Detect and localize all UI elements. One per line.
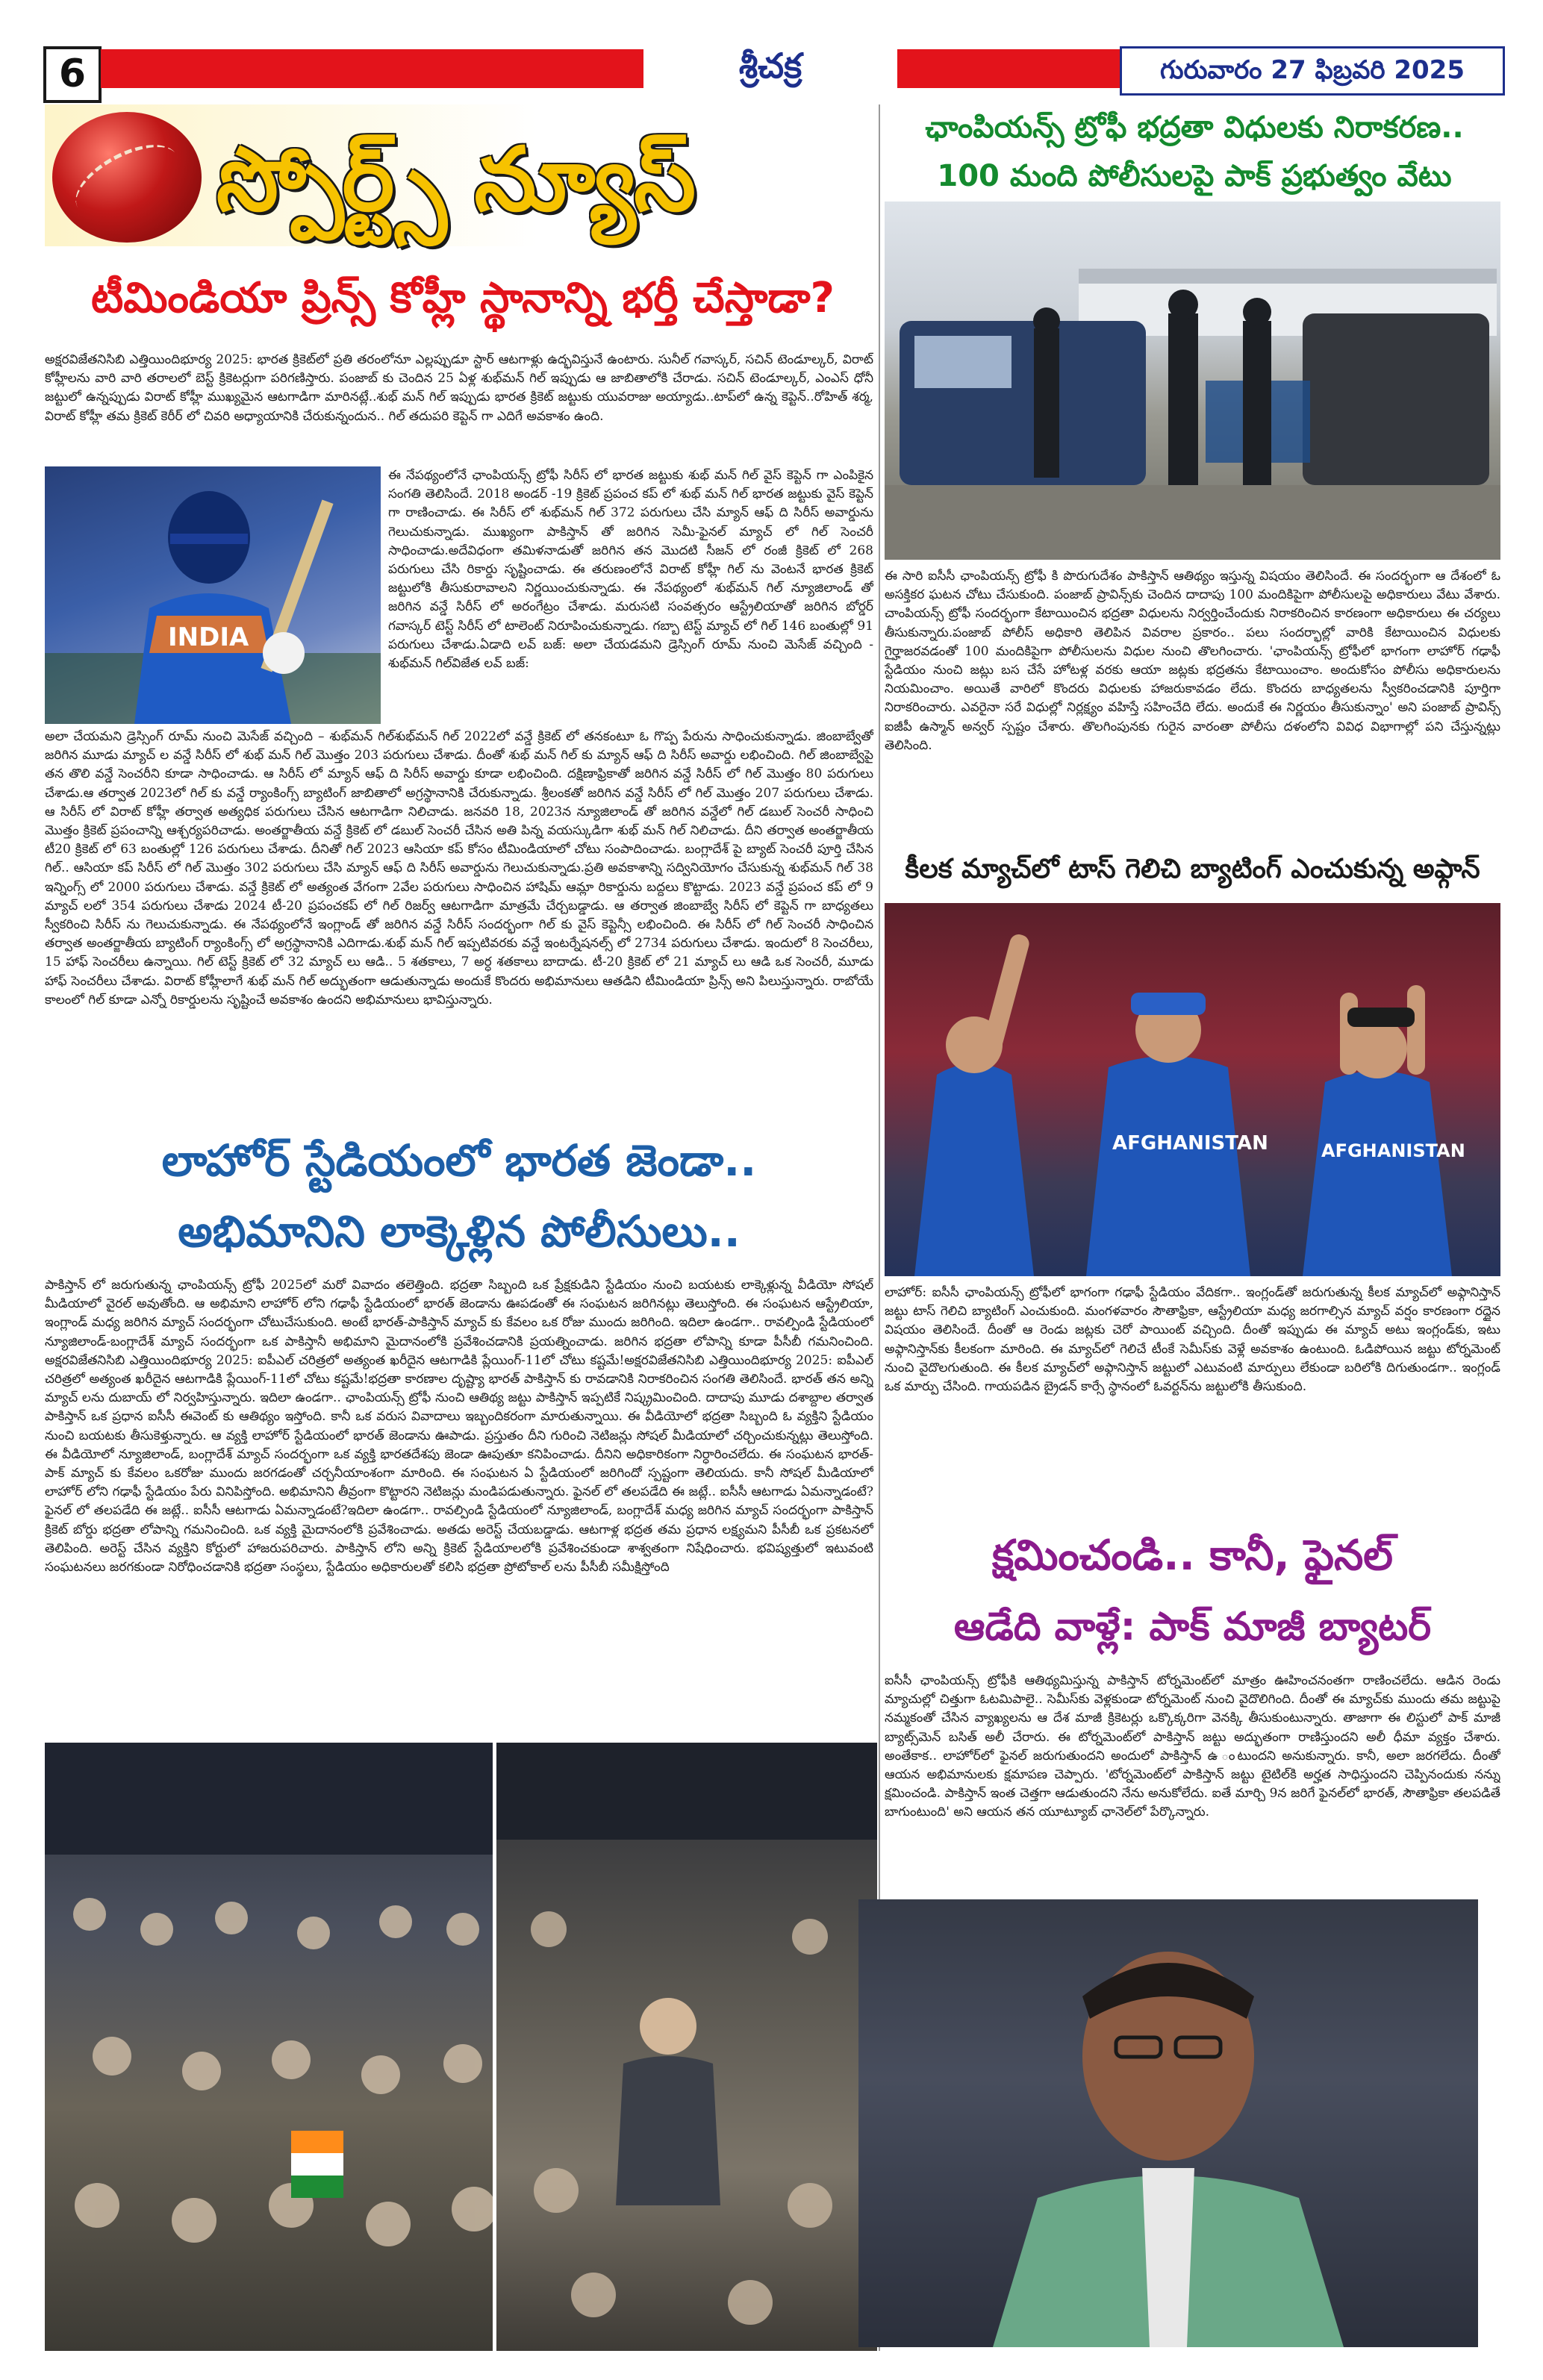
stadium-crowd-photo-left [45,1743,493,2351]
lahore-body: పాకిస్తాన్ లో జరుగుతున్న ఛాంపియన్స్ ట్రోఫీ 2025లో మరో వివాదం తలెత్తింది. భద్రతా సిబ్బంది ఒక ప్రేక్షకుడిని స్టేడియం నుంచి బయటకు లాక్కెళ్లున్న వీడియో సోషల్ మీడియాలో వైరల్ అవుతోంది. ఆ అభిమాని లాహోర్ లోని గఢాఫీ స్టేడియంలో భారత్ జెండాను ఊపడంతో ఈ సంఘటన జరిగినట్లు తెలుస్తోంది. ఈ సంఘటన ఆస్ట్రేలియా, ఇంగ్లాండ్ మధ్య జరిగిన మ్యాచ్ సందర్భంగా చోటుచేసుకుంది. అంటే భారత్-పాకిస్తాన్ మ్యాచ్ కు కేవలం ఒక రోజు ముందు జరిగింది. ఇదిలా ఉండగా.. రావల్పిండి స్టేడియంలో న్యూజిలాండ్-బంగ్లాదేశ్ మ్యాచ్ సందర్భంగా ఒక పాకిస్తానీ అభిమాని మైదానంలోకి ప్రవేశించడానికి ప్రయత్నించాడు. జరిగిన భద్రతా లోపాన్ని కూడా పీసీబీ గమనించింది. అక్షరవిజేతనిసిబి ఎత్తియిందిభూర్య 2025: ఐపీఎల్ చరిత్రలో అత్యంత ఖరీదైన ఆటగాడికి ప్లేయింగ్-11లో చోటు కష్టమే!అక్షరవిజేతనిసిబి ఎత్తియిందిభూర్య 2025: ఐపీఎల్ చరిత్రలో అత్యంత ఖరీదైన ఆటగాడికి ప్లేయింగ్-11లో చోటు కష్టమే!భద్రతా కారణాల దృష్ట్యా భారత్ పాకిస్తాన్ కు రావడానికి నిరాకరించిన సంగతి తెలిసిందే. భారత్ తన అన్ని మ్యాచ్ లను దుబాయ్ లో నిర్వహిస్తున్నారు. ఇదిలా ఉండగా.. ఛాంపియన్స్ ట్రోఫీ నుంచి ఆతిథ్య జట్టు పాకిస్తాన్ ఇప్పటికే నిష్క్రమించింది. దాదాపు మూడు దశాబ్దాల తర్వాత పాకిస్తాన్ ఒక ప్రధాన ఐసీసీ ఈవెంట్ కు ఆతిథ్యం ఇస్తోంది. కానీ ఒక వరుస వివాదాలు ఇబ్బందికరంగా మారుతున్నాయి. ఈ వీడియోలో భద్రతా సిబ్బంది ఓ వ్యక్తిని స్టేడియం నుంచి బయటకు తీసుకెళ్తున్నారు. ఆ వ్యక్తి లాహోర్ స్టేడియంలో భారత్ జెండాను ఊపాడు. ప్రస్తుతం దీని గురించి నెటిజన్లు సోషల్ మీడియాలో చర్చించుకున్నట్లు తెలుస్తోంది. ఈ వీడియోలో న్యూజిలాండ్, బంగ్లాదేశ్ మ్యాచ్ సందర్భంగా ఒక వ్యక్తి భారతదేశపు జెండా ఊపుతూ కనిపించాడు. దీనిని అధికారికంగా నిర్ధారించలేదు. ఈ సంఘటన భారత్-పాక్ మ్యాచ్ కు కేవలం ఒకరోజు ముందు జరగడంతో చర్చనీయాంశంగా మారింది. ఈ సంఘటన ఏ స్టేడియంలో జరిగిందో స్పష్టంగా తెలియదు. కానీ సోషల్ మీడియాలో లాహోర్ లోని గఢాఫీ స్టేడియం పేరు వినిపిస్తోంది. అభిమానిని తీవ్రంగా కొట్టారని నెటిజన్లు మండిపడుతున్నారు. ఫైనల్ లో తలపడేది ఈ జట్లే.. ఐసీసీ ఆటగాడు ఏమన్నాడంటే? ఫైనల్ లో తలపడేది ఈ జట్లే.. ఐసీసీ ఆటగాడు ఏమన్నాడంటే?ఇదిలా ఉండగా.. రావల్పిండి స్టేడియంలో న్యూజిలాండ్, బంగ్లాదేశ్ మధ్య జరిగిన మ్యాచ్ సందర్భంగా పాకిస్తాన్ క్రికెట్ బోర్డు భద్రతా లోపాన్ని గమనించింది. ఒక వ్యక్తి మైదానంలోకి ప్రవేశించాడు. అతడు అరెస్ట్ చేయబడ్డాడు. ఆటగాళ్ల భద్రత తమ ప్రధాన లక్ష్యమని పీసీబీ ఒక ప్రకటనలో తెలిపింది. అరెస్ట్ చేసిన వ్యక్తిని కోర్టులో హాజరుపరిచారు. పాకిస్తాన్ లోని అన్ని క్రికెట్ స్టేడియాలలోకి ప్రవేశించకుండా శాశ్వతంగా నిషేధించారు. భవిష్యత్తులో ఇటువంటి సంఘటనలు జరగకుండా నిరోధించడానికి భద్రతా సంస్థలు, స్టేడియం అధికారులతో కలిసి భద్రతా ప్రోటోకాల్ లను పీసీబీ సమీక్షిస్తోంది [45,1278,873,1575]
final-body: ఐసీసీ ఛాంపియన్స్ ట్రోఫీకి ఆతిథ్యమిస్తున్న పాకిస్తాన్ టోర్నమెంట్‌లో మాత్రం ఊహించనంతగా రాణించలేదు. ఆడిన రెండు మ్యాచుల్లో చిత్తుగా ఓటమిపాలై.. సెమీస్‌కు వెళ్లకుండా టోర్నమెంట్ నుంచి వైదొలిగింది. దీంతో ఈ మ్యాచ్‌కు ముందు తమ జట్టుపై నమ్మకంతో చేసిన వ్యాఖ్యలను ఆ దేశ మాజీ క్రికెటర్లు ఒక్కొక్కరిగా వెనక్కి తీసుకుంటున్నారు. తాజాగా ఈ లిస్టులో పాక్ మాజీ బ్యాట్స్‌మెన్ బసిత్ అలీ చేరారు. ఈ టోర్నమెంట్‌లో పాకిస్తాన్ జట్టు అద్భుతంగా రాణిస్తుందని అలీ ధీమా వ్యక్తం చేశారు. అంతేకాక.. లాహోర్‌లో ఫైనల్ జరుగుతుందని అందులో పాకిస్తాన్ ఉ ంటుందని అనుకున్నారు. కానీ, అలా జరగలేదు. దీంతో ఆయన అభిమానులకు క్షమాపణ చెప్పారు. 'టోర్నమెంట్‌లో పాకిస్తాన్ జట్టు టైటిల్‌కి అర్హత సాధిస్తుందని చెప్పినందుకు నన్ను క్షమించండి. పాకిస్తాన్ ఇంత చెత్తగా ఆడుతుందని నేను అనుకోలేదు. ఐతే మార్చి 9న జరిగే ఫైనల్‌లో భారత్, సౌతాఫ్రికా తలపడితే బాగుంటుంది' అని ఆయన తన యూట్యూబ్ ఛానెల్‌లో పేర్కొన్నారు. [885,1673,1500,1820]
police-fan-icon [496,1743,877,2351]
sports-banner-title: స్పోర్ట్స్ న్యూస్ [216,128,695,231]
kohli-body-wrap: ఈ నేపథ్యంలోనే ఛాంపియన్స్ ట్రోఫీ సిరీస్ లో భారత జట్టుకు శుభ్ మన్ గిల్ వైస్ కెప్టెన్ గా ఎంపికైన సంగతి తెలిసిందే. 2018 అండర్ -19 క్రికెట్ ప్రపంచ కప్ లో శుభ్ మన్ గిల్ భారత జట్టుకు వైస్ కెప్టెన్ గా రాణించాడు. ఈ సిరీస్ లో శుభ్‌మన్ గిల్ 372 పరుగులు చేసి మ్యాన్ ఆఫ్ ది సిరీస్ అవార్డును గెలుచుకున్నాడు. ముఖ్యంగా పాకిస్తాన్ తో జరిగిన సెమీ-ఫైనల్ మ్యాచ్ లో గిల్ సెంచరీ సాధించాడు.అదేవిధంగా తమిళనాడుతో జరిగిన తన మొదటి సీజన్ లో రంజీ క్రికెట్ లో 268 పరుగులు చేసి రికార్డు సృష్టించాడు. ఈ తరుణంలోనే విరాట్ కోహ్లీ గిల్ ను వెంటనే భారత క్రికెట్ జట్టులోకి తీసుకురావాలని నిర్ణయించుకున్నాడు. ఈ నేపథ్యంలో శుభ్‌మన్ గిల్ న్యూజిలాండ్ తో జరిగిన వన్డే సిరీస్ లో అరంగేట్రం చేశాడు. మరుసటి సంవత్సరం ఆస్ట్రేలియాతో జరిగిన బోర్డర్ గవాస్కర్ టెస్ట్ సిరీస్ లో టాలెంట్ నిరూపించుకున్నాడు. గబ్బా టెస్ట్ మ్యాచ్ లో గిల్ 146 బంతుల్లో 91 పరుగులు చేశాడు.ఏడాది లవ్ బజ్: అలా చేయడమని డ్రెస్సింగ్ రూమ్ నుంచి మెసేజ్ వచ్చింది - శుభ్‌మన్ గిల్‌విజేత లవ్ బజ్: [388,468,873,672]
page-number: 6 [43,46,102,103]
gill-photo [45,466,381,724]
masthead-logo-text: శ్రీచక్ర [738,46,802,86]
final-headline-line2: ఆడేది వాళ్లే: పాక్ మాజీ బ్యాటర్ [953,1605,1432,1649]
stadium-crowd-photo-right [496,1743,877,2351]
afghan-players-photo [885,903,1500,1276]
batsman-figure-icon [45,466,381,724]
jersey-text-2: AFGHANISTAN [1321,1140,1465,1161]
kohli-body-top: అక్షరవిజేతనిసిబి ఎత్తియిందిభూర్య 2025: భారత క్రికెట్‌లో ప్రతి తరంలోనూ ఎల్లప్పుడూ స్టార్ ఆటగాళ్లు ఉద్భవిస్తునే ఉంటారు. సునీల్ గవాస్కర్, సచిన్ టెండూల్కర్, విరాట్ కోహ్లీలను వారి వారి తరాలలో బెస్ట్ క్రికెటర్లుగా పరిగణిస్తారు. పంజాబ్ కు చెందిన 25 ఏళ్ల శుభ్‌మన్ గిల్ ఇప్పుడు ఆ జాబితాలోకి చేరాడు. సచిన్ టెండూల్కర్, ఎంఎస్ ధోనీ జట్టులో ఉన్నప్పుడు విరాట్ కోహ్లీ ముఖ్యమైన ఆటగాడిగా మారినట్లే..శుభ్ మన్ గిల్ ఇప్పుడు భారత క్రికెట్ జట్టుకు యువరాజు అయ్యాడు..టాప్‌లో ఉన్న కెప్టెన్..రోహిత్ శర్మ, విరాట్ కోహ్లీ తమ క్రికెట్ కెరీర్ లో చివరి అధ్యాయానికి చేరుకున్నందున.. గిల్ తదుపరి కెప్టెన్ గా ఎదిగే అవకాశం ఉంది. [45,352,873,424]
security-headline-line1: ఛాంపియన్స్ ట్రోఫీ భద్రతా విధులకు నిరాకరణ.. [925,110,1464,145]
afghan-headline: కీలక మ్యాచ్‌లో టాస్ గెలిచి బ్యాటింగ్ ఎంచుకున్న అఫ్గాన్ [905,854,1480,884]
kohli-body-bottom: అలా చేయమని డ్రెస్సింగ్ రూమ్ నుంచి మెసేజ్ వచ్చింది – శుభ్‌మన్ గిల్‌శుభ్‌మన్ గిల్ 2022లో వన్డే క్రికెట్ లో తనకంటూ ఓ గొప్ప పేరును సాధించుకున్నాడు. జింబాబ్వేతో జరిగిన మూడు మ్యాచ్ ల వన్డే సిరీస్ లో శుభ్ మన్ గిల్ మొత్తం 203 పరుగులు చేశాడు. దీంతో శుభ్ మన్ గిల్ కు మ్యాన్ ఆఫ్ ది సిరీస్ అవార్డు లభించింది. గిల్ జింబాబ్వేపై తన తొలి వన్డే సెంచరీని కూడా సాధించాడు. ఆ సిరీస్ లో మ్యాన్ ఆఫ్ ది సిరీస్ అవార్డు కూడా లభించింది. దక్షిణాఫ్రికాతో జరిగిన వన్డే సిరీస్ లో గిల్ మొత్తం 80 పరుగులు చేశాడు.ఆ తర్వాత 2023లో గిల్ కు వన్డే ర్యాంకింగ్స్ బ్యాటింగ్ జాబితాలో అగ్రస్థానానికి చేరుకున్నాడు. శ్రీలంకతో జరిగిన వన్డే సిరీస్ లో గిల్ మొత్తం 207 పరుగులు చేశాడు. ఆ సిరీస్ లో విరాట్ కోహ్లీ తర్వాత అత్యధిక పరుగులు చేసిన ఆటగాడిగా నిలిచాడు. జనవరి 18, 2023న న్యూజిలాండ్ తో జరిగిన వన్డేలో గిల్ డబుల్ సెంచరీ సాధించి మొత్తం క్రికెట్ ప్రపంచాన్ని ఆశ్చర్యపరిచాడు. అంతర్జాతీయ వన్డే క్రికెట్ లో డబుల్ సెంచరీ చేసిన అతి పిన్న వయస్కుడిగా శుభ్ మన్ గిల్ నిలిచాడు. దీని తర్వాత అంతర్జాతీయ టీ20 క్రికెట్ లో 63 బంతుల్లో 126 పరుగులు చేశాడు. దీనితో గిల్ 2023 ఆసియా కప్ కోసం టీమిండియాలో చోటు సంపాదించాడు. బంగ్లాదేశ్ పై బ్యాట్ సెంచరీ పూర్తి చేసిన గిల్.. ఆసియా కప్ సిరీస్ లో గిల్ మొత్తం 302 పరుగులు చేసి మ్యాన్ ఆఫ్ ది సిరీస్ అవార్డును గెలుచుకున్నాడు.ప్రతి అవకాశాన్ని సద్వినియోగం చేసుకున్న శుభ్‌మన్ గిల్ 38 ఇన్నింగ్స్ లో 2000 పరుగులు చేశాడు. వన్డే క్రికెట్ లో అత్యంత వేగంగా 2వేల పరుగులు సాధించిన హాషిమ్ ఆమ్లా రికార్డును బద్దలు కొట్టాడు. 2023 వన్డే ప్రపంచ కప్ లో 9 మ్యాచ్ లలో 354 పరుగులు చేశాడు 2024 టీ-20 ప్రపంచకప్ లో గిల్ రిజర్వ్ ఆటగాడిగా మాత్రమే చేర్చబడ్డాడు. ఆ తర్వాత జింబాబ్వే సిరీస్ లో కెప్టెన్ గా బాధ్యతలు స్వీకరించి సిరీస్ ను గెలుచుకున్నాడు. ఈ నేపథ్యంలోనే ఇంగ్లాండ్ తో జరిగిన వన్డే సిరీస్ సందర్భంగా గిల్ కు వైస్ కెప్టెన్సీ లభించింది. ఈ సిరీస్ లో గిల్ సెంచరీ సాధించిన తర్వాత అంతర్జాతీయ బ్యాటింగ్ ర్యాంకింగ్స్ లో అగ్రస్థానానికి ఎదిగాడు.శుభ్ మన్ గిల్ ఇప్పటివరకు వన్డే ఇంటర్నేషనల్స్ లో 2734 పరుగులు చేశాడు. ఇందులో 8 సెంచరీలు, 15 హాఫ్ సెంచరీలు ఉన్నాయి. గిల్ టెస్ట్ క్రికెట్ లో 32 మ్యాచ్ లు ఆడి.. 5 శతకాలు, 7 అర్ధ శతకాలు బాదాడు. టీ-20 క్రికెట్ లో 21 మ్యాచ్ లు ఆడి ఒక సెంచరీ, మూడు హాఫ్ సెంచరీలు చేశాడు. విరాట్ కోహ్లీలాగే శుభ్ మన్ గిల్ అద్భుతంగా ఆడుతున్నాడు అందుకే కొందరు అభిమానులు ఆతడిని టీమిండియా ప్రిన్స్ అని పిలుస్తున్నారు. రాబోయే కాలంలో గిల్ కూడా ఎన్నో రికార్డులను సృష్టించే అవకాశం ఉందని అభిమానులు భావిస్తున్నారు. [45,729,873,1008]
lahore-headline-line2: అభిమానిని లాక్కెళ్లిన పోలీసులు.. [178,1206,741,1257]
commentator-portrait-icon [858,1899,1478,2347]
final-headline-line1: క్షమించండి.. కానీ, ఫైనల్ [991,1531,1394,1580]
police-vehicles-icon [885,202,1500,560]
celebrating-players-icon [885,903,1500,1276]
basit-ali-photo [858,1899,1478,2347]
security-body: ఈ సారి ఐసీసీ ఛాంపియన్స్ ట్రోఫీ కి పొరుగుదేశం పాకిస్తాన్ ఆతిథ్యం ఇస్తున్న విషయం తెలిసిందే. ఈ సందర్భంగా ఆ దేశంలో ఓ అసక్తికర ఘటన చోటు చేసుకుంది. పంజాబ్ ప్రావిన్స్‌కు చెందిన దాదాపు 100 మందికిపైగా పోలీసులపై అధికారులు వేటు వేశారు. చాంపియన్స్ ట్రోఫీ సందర్భంగా కేటాయించిన భద్రతా విధులను నిర్వర్తించేందుకు నిరాకరించిన కారణంగా అధికారులు ఈ చర్యలు తీసుకున్నారు.పంజాబ్ పోలీస్ అధికారి తెలిపిన వివరాల ప్రకారం.. పలు సందర్భాల్లో వారికి కేటాయించిన విధులకు గైర్హాజరవడంతో 100 మందికిపైగా పోలీసులను విధుల నుంచి తొలగించారు. 'ఛాంపియన్స్ ట్రోఫీలో భాగంగా లాహోర్ గఢాఫీ స్టేడియం నుంచి జట్లు బస చేసే హోటళ్ల వరకు ఆయా జట్లకు భద్రతను కేటాయించాం. అందుకోసం పోలీసు అధికారులను నియమించాం. అయితే వారిలో కొందరు విధులకు హాజరుకావడం లేదు. కొందరు బాధ్యతలను స్వీకరించడానికి పూర్తిగా నిరాకరించారు. ఎవరైనా సరే విధుల్లో నిర్లక్ష్యం వహిస్తే సహించేది లేదు. అందుకే ఈ నిర్ణయం తీసుకున్నాం' అని పంజాబ్ ప్రావిన్స్ ఐజీపీ ఉస్మాన్ అన్వర్ స్పష్టం చేశారు. తొలగింపునకు గురైన వారంతా పోలీసు దళంలోని వివిధ విభాగాల్లో పని చేస్తున్నట్లు తెలిసింది. [885,569,1500,753]
svg-text:INDIA: INDIA [168,622,249,652]
issue-date: గురువారం 27 ఫిబ్రవరి 2025 [1120,46,1505,96]
masthead-logo [643,43,897,94]
jersey-text-1: AFGHANISTAN [1112,1132,1268,1155]
police-photo [885,202,1500,560]
lahore-headline-line1: లాహోర్ స్టేడియంలో భారత జెండా.. [161,1135,757,1186]
kohli-headline: టీమిండియా ప్రిన్స్ కోహ్లీ స్థానాన్ని భర్తీ చేస్తాడా? [91,274,835,322]
afghan-body: లాహోర్: ఐసీసీ ఛాంపియన్స్ ట్రోఫీలో భాగంగా గఢాఫీ స్టేడియం వేదికగా.. ఇంగ్లండ్‌తో జరుగుతున్న కీలక మ్యాచ్‌లో అఫ్గానిస్తాన్ జట్టు టాస్ గెలిచి బ్యాటింగ్ ఎంచుకుంది. మంగళవారం సౌతాఫ్రికా, ఆస్ట్రేలియా మధ్య జరగాల్సిన మ్యాచ్ వర్షం కారణంగా రద్దైన విషయం తెలిసిందే. దీంతో ఆ రెండు జట్లకు చెరో పాయింట్ వచ్చింది. దీంతో ఇప్పుడు ఈ మ్యాచ్ అటు ఇంగ్లండ్‌కు, ఇటు అఫ్గానిస్తాన్‌కు కీలకంగా మారింది. ఈ మ్యాచ్‌లో గెలిచే టీంకే సెమీస్‌కు వెళ్లే అవకాశం ఉంటుంది. ఓడిపోయిన జట్టు టోర్నమెంట్ నుంచి వైదొలగుతుంది. ఈ కీలక మ్యాచ్‌లో అఫ్గానిస్తాన్ జట్టులో ఎటువంటి మార్పులు లేకుండా బరిలోకి దిగుతుండగా.. ఇంగ్లండ్ ఒక మార్పు చేసింది. గాయపడిన బ్రైడన్ కార్సే స్థానంలో ఓవర్టన్‌ను జట్టులోకి తీసుకుంది. [885,1285,1500,1395]
security-headline-line2: 100 మంది పోలీసులపై పాక్ ప్రభుత్వం వేటు [937,159,1452,193]
crowd-icon [45,1743,493,2351]
